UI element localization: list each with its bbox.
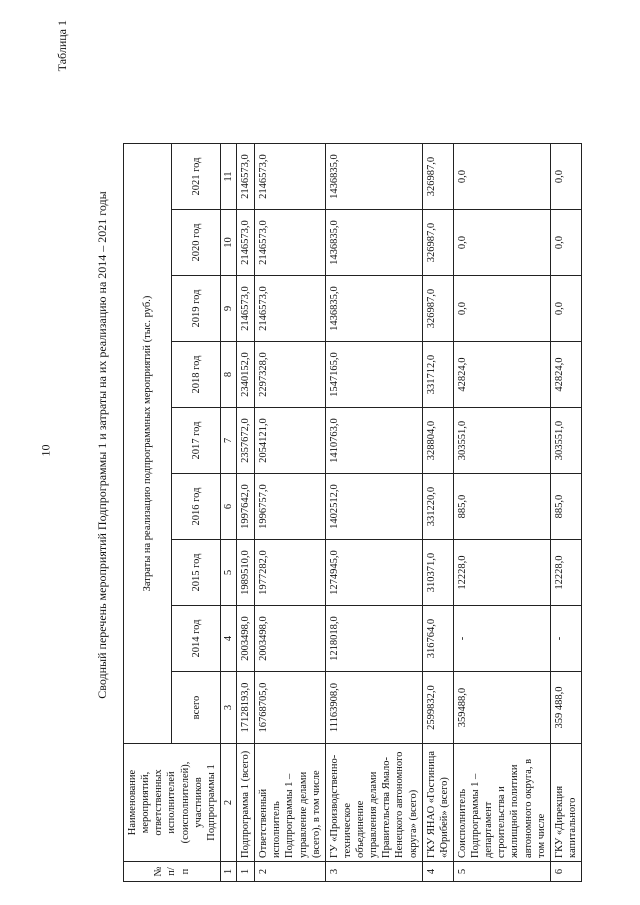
row-value: 12228,0 — [453, 540, 550, 606]
row-value: - — [453, 606, 550, 672]
column-number: 7 — [220, 408, 236, 474]
row-value: 1547165,0 — [325, 342, 422, 408]
row-name: ГУ «Производственно-техническое объединение управления делами Правительства Ямало-Ненецкого автономного округа» (всего) — [325, 744, 422, 862]
row-value: 2054121,0 — [255, 408, 326, 474]
table-row — [325, 144, 422, 882]
row-name: Соисполнитель Подпрограммы 1 – департамент строительства и жилищной политики автономного округа, в том числе — [453, 744, 550, 862]
row-value: 310371,0 — [422, 540, 453, 606]
row-value: 0,0 — [550, 144, 581, 210]
row-value: 326987,0 — [422, 144, 453, 210]
table-row — [453, 144, 550, 882]
row-value: 303551,0 — [550, 408, 581, 474]
column-number: 3 — [220, 672, 236, 744]
row-value: 2146573,0 — [237, 276, 255, 342]
expenditure-table — [123, 143, 582, 882]
table-row — [237, 144, 255, 882]
row-value: 0,0 — [453, 210, 550, 276]
row-value: 328804,0 — [422, 408, 453, 474]
header-name: Наименование мероприятий, ответственных исполнителей (соисполнителей), участников Подпрограммы 1 — [124, 744, 221, 862]
page-number: 10 — [38, 444, 53, 457]
row-value: 2146573,0 — [237, 144, 255, 210]
header-year: 2017 год — [172, 408, 220, 474]
row-value: 1274945,0 — [325, 540, 422, 606]
row-value: 1989510,0 — [237, 540, 255, 606]
row-value: 1436835,0 — [325, 276, 422, 342]
row-value: 2357672,0 — [237, 408, 255, 474]
row-value: 2146573,0 — [255, 144, 326, 210]
row-name: Ответственный исполнитель Подпрограммы 1 – управление делами (всего), в том числе — [255, 744, 326, 862]
row-value: 0,0 — [453, 144, 550, 210]
table-row — [422, 144, 453, 882]
row-index: 1 — [237, 862, 255, 882]
row-value: 42824,0 — [453, 342, 550, 408]
row-name: ГКУ «Дирекция капитального — [550, 744, 581, 862]
row-value: 885,0 — [453, 474, 550, 540]
header-year: 2015 год — [172, 540, 220, 606]
column-number: 5 — [220, 540, 236, 606]
header-year: 2021 год — [172, 144, 220, 210]
header-year: 2018 год — [172, 342, 220, 408]
row-value: 1436835,0 — [325, 144, 422, 210]
column-number-row — [220, 144, 236, 882]
row-value: 326987,0 — [422, 276, 453, 342]
table-label: Таблица 1 — [55, 20, 69, 72]
header-index: № п/п — [124, 862, 221, 882]
row-value: 2146573,0 — [255, 276, 326, 342]
row-index: 5 — [453, 862, 550, 882]
row-total: 16768705,0 — [255, 672, 326, 744]
row-total: 17128193,0 — [237, 672, 255, 744]
column-number: 8 — [220, 342, 236, 408]
column-number: 10 — [220, 210, 236, 276]
header-total: всего — [172, 672, 220, 744]
row-index: 4 — [422, 862, 453, 882]
row-value: 331220,0 — [422, 474, 453, 540]
column-number: 2 — [220, 744, 236, 862]
row-index: 6 — [550, 862, 581, 882]
row-total: 2599832,0 — [422, 672, 453, 744]
row-value: 1996757,0 — [255, 474, 326, 540]
row-value: 1977282,0 — [255, 540, 326, 606]
row-index: 2 — [255, 862, 326, 882]
header-year: 2020 год — [172, 210, 220, 276]
header-year: 2016 год — [172, 474, 220, 540]
row-value: 331712,0 — [422, 342, 453, 408]
row-value: 12228,0 — [550, 540, 581, 606]
row-value: 1410763,0 — [325, 408, 422, 474]
column-number: 9 — [220, 276, 236, 342]
row-value: 0,0 — [453, 276, 550, 342]
row-value: 2146573,0 — [237, 210, 255, 276]
header-year: 2019 год — [172, 276, 220, 342]
row-value: 0,0 — [550, 276, 581, 342]
row-value: 2146573,0 — [255, 210, 326, 276]
column-number: 1 — [220, 862, 236, 882]
column-number: 6 — [220, 474, 236, 540]
row-value: 2340152,0 — [237, 342, 255, 408]
row-value: 1218018,0 — [325, 606, 422, 672]
row-value: 2297328,0 — [255, 342, 326, 408]
row-value: 2003498,0 — [255, 606, 326, 672]
row-value: 316764,0 — [422, 606, 453, 672]
header-year: 2014 год — [172, 606, 220, 672]
column-number: 11 — [220, 144, 236, 210]
row-value: 303551,0 — [453, 408, 550, 474]
row-value: 885,0 — [550, 474, 581, 540]
row-value: 2003498,0 — [237, 606, 255, 672]
row-name: ГКУ ЯНАО «Гостиница «Юрибей» (всего) — [422, 744, 453, 862]
row-value: 326987,0 — [422, 210, 453, 276]
row-total: 11163908,0 — [325, 672, 422, 744]
row-value: 0,0 — [550, 210, 581, 276]
table-row — [550, 144, 581, 882]
row-value: - — [550, 606, 581, 672]
row-value: 42824,0 — [550, 342, 581, 408]
rotated-landscape-content — [45, 0, 605, 890]
document-title: Сводный перечень мероприятий Подпрограммы 1 и затраты на их реализацию на 2014 – 2021 годы — [95, 191, 109, 699]
row-value: 1402512,0 — [325, 474, 422, 540]
row-value: 1997642,0 — [237, 474, 255, 540]
column-number: 4 — [220, 606, 236, 672]
row-name: Подпрограмма 1 (всего) — [237, 744, 255, 862]
row-value: 1436835,0 — [325, 210, 422, 276]
table-row — [255, 144, 326, 882]
row-index: 3 — [325, 862, 422, 882]
row-total: 359 488,0 — [550, 672, 581, 744]
header-cost-group: Затраты на реализацию подпрограммных мероприятий (тыс. руб.) — [124, 144, 172, 744]
row-total: 359488,0 — [453, 672, 550, 744]
